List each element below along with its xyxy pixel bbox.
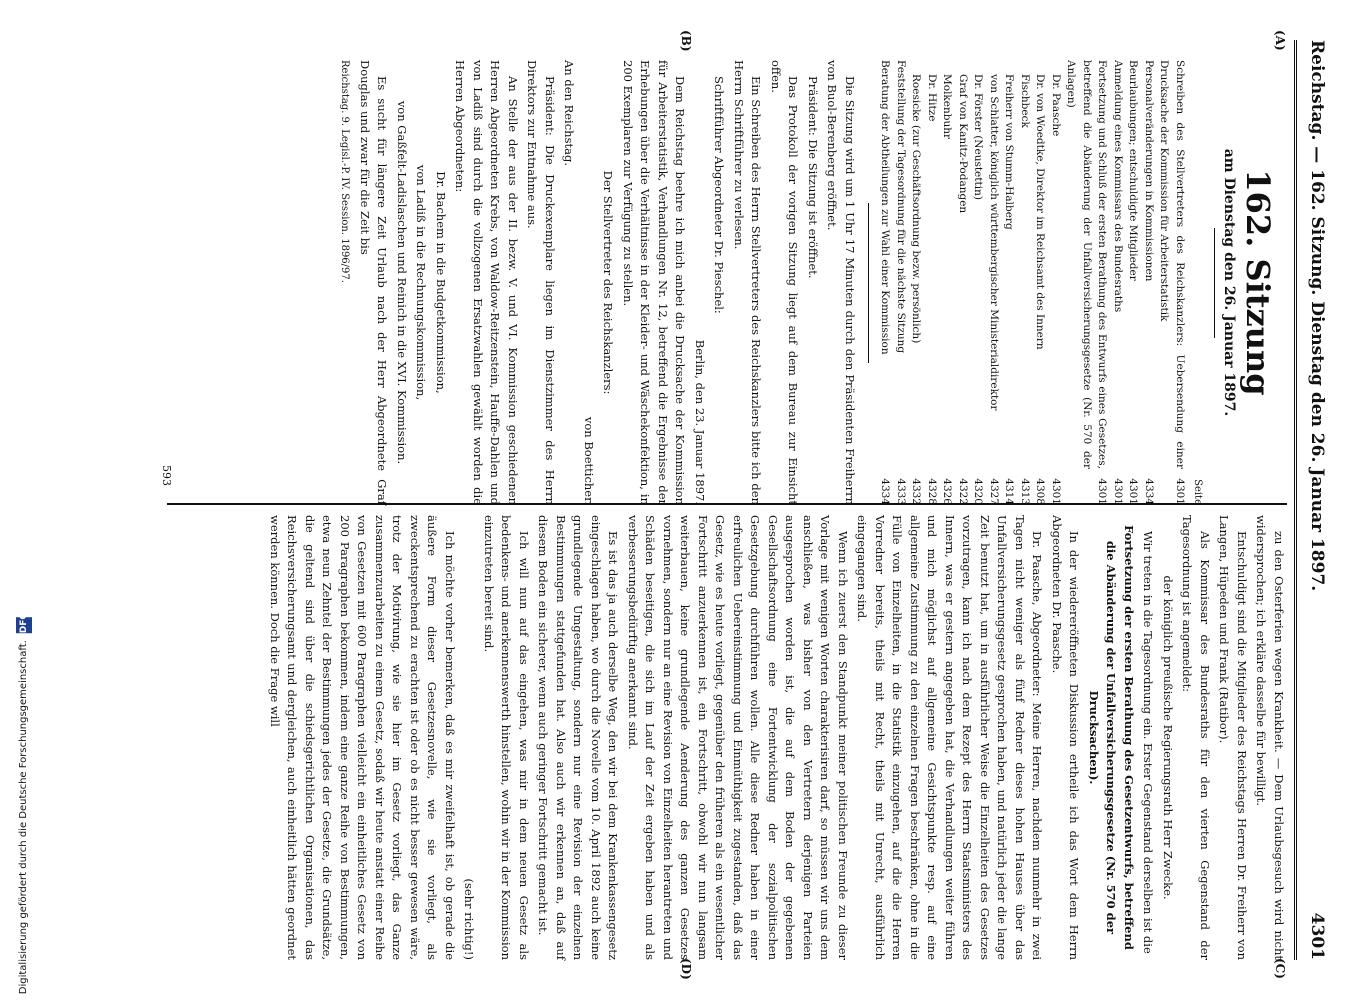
paragraph-leave-granted: zu den Osterferien wegen Krankheit. — Dem Urlaubsgesuch wird nicht widersprochen; ich erkläre dasselbe für bewilligt. [1254,515,1286,960]
agenda-item: Fortsetzung der ersten Berathung des Gesetzentwurfs, betreffend die Abänderung der Unfallversicherungsgesetze (Nr. 570 der Drucksachen). [1087,525,1136,950]
toc-header: Seite [1192,479,1204,505]
toc-entry-title: Roesicke (zur Geschäftsordnung bezw. persönlich) [910,74,923,344]
toc-row [1110,60,1126,505]
toc-entry-title: Schreiben des Stellvertreters des Reichskanzlers: Uebersendung einer Drucksache der Kommission für Arbeiterstatistik [1158,60,1186,469]
commission-entry-1: Dr. Bachem in die Budgetkommission, [434,171,448,394]
letter-signature: von Boetticher. [582,416,596,505]
paragraph-secretary: Schriftführer Abgeordneter Dr. Pieschel: [712,76,727,314]
toc-entry-title: Anmeldung eines Kommissars des Bundesraths [1112,60,1124,313]
toc-entry-title: Dr. Förster (Neustettin) [972,74,985,200]
toc-row [1141,60,1157,505]
page-footer-number: 593 [160,465,173,486]
toc-entry-page: 4301 [1174,478,1186,505]
toc-entry-page: 4332 [910,478,923,505]
toc-entry-title: Beurlaubungen; entschuldigte Mitglieder [1127,60,1140,281]
table-of-contents [877,60,1187,505]
toc-entry-page: 4334 [1143,478,1155,505]
toc-row [877,60,893,505]
toc-row [1001,60,1017,505]
paragraph-floor: In der wiedereröffneten Diskussion ertheile ich das Wort dem Herrn Abgeordneten Dr. Paasche. [1050,515,1082,960]
commission-entry-2: von Ladiß in die Rechnungskommission, [414,164,429,401]
speech-paasche-2: Wenn ich zuerst den Standpunkt meiner politischen Freunde zu dieser Vorlage mit wenigen Worten charakterisiren darf, so müssen wir uns dem anschließen, was bisher von den Vertretern derjenigen Parteien ausgesprochen worden ist, die auf dem Boden der gegebenen Gesellschaftsordnung eine Fortentwicklung der sozialpolitischen Gesetzgebung durchführen wollen. Alle diese Redner haben in einer erfreulichen Uebereinstimmung und Einmüthigkeit zugestanden, daß das Gesetz, wie es heute vorliegt, gegenüber den früheren als ein wesentlicher Fortschritt anzuerkennen ist, ein Fortschritt, obwohl wir nun langsam weiterbauen, keine grundlegende Aenderung des ganzen Gesetzes vornehmen, sondern nur an eine Revision von Einzelheiten herantreten und Schäden beseitigen, die sich im Lauf der Zeit ergeben haben und als verbesserungsbedürftig anerkannt sind. [626,515,850,960]
toc-entry-title: Feststellung der Tagesordnung für die nächste Sitzung [895,60,907,354]
toc-entry-title: Fischbeck [1019,74,1031,128]
left-column [334,60,1287,505]
toc-entry-page: 4322 [957,478,969,505]
header-title: Reichstag. — 162. Sitzung. Dienstag den 26. Januar 1897. [1307,40,1327,592]
paragraph-copies: Präsident: Die Druckexemplare liegen im Dienstzimmer des Herrn Direktors zur Entnahme aus. [525,60,557,505]
toc-entry-title: Dr. von Woedtke, Direktor im Reichsamt des Innern [1034,74,1047,350]
letter-body: Dem Reichstag beehre ich mich anbei die Drucksache der Kommission für Arbeiterstatistik, Verhandlungen Nr. 12, betreffend die Ergebnisse der Erhebungen über die Verhältnisse in der Kleider- und Wäschekonfektion, in 200 Exemplaren zur Verfügung zu stellen. [621,60,688,505]
toc-row [986,60,1002,505]
toc-row [955,60,971,505]
paragraph-opening: Die Sitzung wird um 1 Uhr 17 Minuten durch den Präsidenten Freiherrn von Buol-Berenberg eröffnet. [825,60,857,505]
commission-entry-3: von Gaßfelt-Ladislaschen und Reinich in die XVI. Kommission. [395,100,409,465]
toc-row [1156,60,1187,505]
toc-entry-title: von Schlatter, königlich württembergischer Ministerialdirektor [988,74,1000,411]
toc-row [1017,60,1033,505]
letter-sign-role: Der Stellvertreter des Reichskanzlers: [601,170,616,395]
toc-entry-title: Freiherr von Stumm-Halberg [1003,74,1016,230]
toc-entry-page: 4320 [972,478,985,505]
paragraph-commissions: An Stelle der aus der II. bezw. V. und VI. Kommission geschiedenen Herren Abgeordneten Krebs, von Waldow-Reitzenstein, Hauffe-Dahlen und von Ladiß sind durch die vollzogenen Ersatzwahlen gewählt worden die Herren Abgeordneten: [453,60,520,505]
toc-rule [868,203,869,363]
toc-row [970,60,986,505]
paragraph-excused: Entschuldigt sind die Mitglieder des Reichstags Herren Dr. Freiherr von Langen, Hüpeden und Frank (Ratibor). [1217,515,1249,960]
letter-addressee: An den Reichstag. [562,60,577,166]
speech-paasche-1: Dr. Paasche, Abgeordneter: Meine Herren, nachdem nunmehr in zwei Tagen nicht weniger als fünf Redner dieses hohen Hauses über das Unfallversicherungsgesetz gesprochen haben, und natürlich jeder die lange Zeit benutzt hat, um in ausführlicher Weise die Einzelheiten des Gesetzes vorzutragen, kann ich nach dem Rezept des Herrn Staatsministers des Innern, was er gestern angegeben hat, die Verhandlungen weiter führen und mich möglichst auf allgemeine Gesichtspunkte resp. auf eine allgemeine Zustimmung zu den einzelnen Fragen beschränken, ohne in die Fülle von Einzelheiten, in die Statistik einzugehen, auf die die Herren Vorredner bereits, theils mit Recht, theils mit Unrecht, ausführlich eingegangen sind. [855,515,1045,960]
speech-paasche-5: Ich möchte vorher bemerken, daß es mir zweifelhaft ist, ob gerade die äußere Form dieser Gesetzesnovelle, wie sie vorliegt, als zweckentsprechend zu erachten ist oder ob es nicht besser gewesen wäre, trotz der Motivirung, wie sie hier im Gesetz vorliegt, das Ganze zusammenzuarbeiten zu einem Gesetz, sodaß wir heute anstatt einer Reihe von Gesetzen mit 600 Paragraphen vielleicht ein einheitliches Gesetz von 200 Paragraphen bekommen, indem eine ganze Reihe von Bestimmungen, etwa neun Zehntel der Bestimmungen jedes der Gesetze, die Grundsätze, die geltend sind über die schiedsgerichtlichen Organisationen, das Reichsversicherungsamt und dergleichen, auch einheitlich hätten geordnet werden können. Doch die Frage will [268,515,457,960]
paragraph-president-open: Präsident: Die Sitzung ist eröffnet. [806,76,820,279]
toc-row [1125,60,1141,505]
toc-entry-page: 4314 [1003,478,1016,505]
letter-date: Berlin, den 23. Januar 1897. [693,339,707,505]
margin-marker-b: (B) [679,30,693,52]
toc-row [893,60,909,505]
toc-row [924,60,940,505]
speech-paasche-4: Ich will nun auf das eingehen, was mir in dem neuen Gesetz als bedenkens- und anerkennenswerth hinstellen, wohin wir in der Kommission einzutreten bereit sind. [482,515,531,960]
paragraph-commissar-name: der königlich preußische Regierungsrath Herr Zwecke. [1161,575,1175,900]
toc-row [1048,60,1064,505]
paragraph-letter-request: Ein Schreiben des Herrn Stellvertreters des Reichskanzlers bitte ich den Herrn Schriftführer zu verlesen. [732,60,764,505]
toc-entry-title: Graf von Kanitz-Podangen [957,74,969,214]
toc-entry-title: Beratung der Abtheilungen zur Wahl einer Kommission [879,60,892,355]
paragraph-protocol: Das Protokoll der vorigen Sitzung liegt auf dem Bureau zur Einsicht offen. [769,60,801,505]
interjection: (sehr richtig!) [462,878,477,960]
margin-marker-a: (A) [1273,30,1287,51]
toc-entry-title: Personalveränderungen in Kommissionen [1143,60,1155,282]
credit-text: Digitalisierung gefördert durch die Deutsche Forschungsgemeinschaft. [18,639,29,994]
right-column [264,515,1288,960]
toc-entry-title: Dr. Hitze [926,74,938,122]
session-subtitle: am Dienstag den 26. Januar 1897. [1221,148,1237,417]
toc-entry-page: 4301 [1127,478,1140,505]
session-footnote: Reichstag. 9. Legisl.-P. IV. Session. 1896/97. [339,60,351,283]
toc-entry-title: Fortsetzung und Schluß der ersten Berathung des Entwurfs eines Gesetzes, betreffend die Abänderung der Unfallversicherungsgesetze (Nr. 570 der Anlagen) [1065,60,1109,469]
toc-entry-page: 4334 [879,478,892,505]
session-title: 162. Sitzung [1239,169,1277,396]
running-header [1299,40,1333,960]
toc-row [1063,60,1110,505]
digitization-credit [16,611,32,994]
speech-paasche-3: Es ist das ja auch derselbe Weg, den wir bei dem Krankenkassengesetz eingeschlagen haben, wo durch die Novelle vom 10. April 1892 auch keine grundlegende Umgestaltung, sondern nur eine Revision der einzelnen Bestimmungen stattgefunden hat. Also auch wir erkennen an, daß auf diesem Boden ein sicherer, wenn auch geringer Fortschritt gemacht ist. [536,515,621,960]
paragraph-commissar: Als Kommissar des Bundesraths für den vierten Gegenstand der Tagesordnung ist angemeldet: [1180,515,1212,960]
margin-marker-c: (C) [1273,958,1287,979]
toc-entry-page: 4326 [941,478,954,505]
toc-entry-page: 4327 [988,478,1000,505]
toc-entry-page: 4333 [895,478,907,505]
toc-row [908,60,924,505]
toc-entry-page: 4301 [1112,478,1124,505]
toc-entry-page: 4301 [1050,478,1062,505]
toc-entry-page: 4313 [1019,478,1031,505]
toc-entry-page: 4301 [1096,478,1109,505]
header-page-number: 4301 [1307,912,1327,960]
title-rule [1215,228,1216,338]
header-rule [1294,40,1297,960]
toc-entry-title: Molkenbuhr [941,74,954,140]
toc-entry-page: 4328 [926,478,938,505]
toc-row [939,60,955,505]
toc-row [1032,60,1048,505]
dfg-logo: DFG [16,617,32,633]
paragraph-agenda: Wir treten in die Tagesordnung ein. Erster Gegenstand derselben ist die [1141,531,1156,954]
margin-marker-d: (D) [679,958,693,980]
toc-entry-page: 4308 [1034,478,1047,505]
toc-entry-title: Dr. Paasche [1050,74,1062,137]
paragraph-leave: Es sucht für längere Zeit Urlaub nach der Herr Abgeordnete Graf Douglas und zwar für die Zeit bis [358,60,390,505]
